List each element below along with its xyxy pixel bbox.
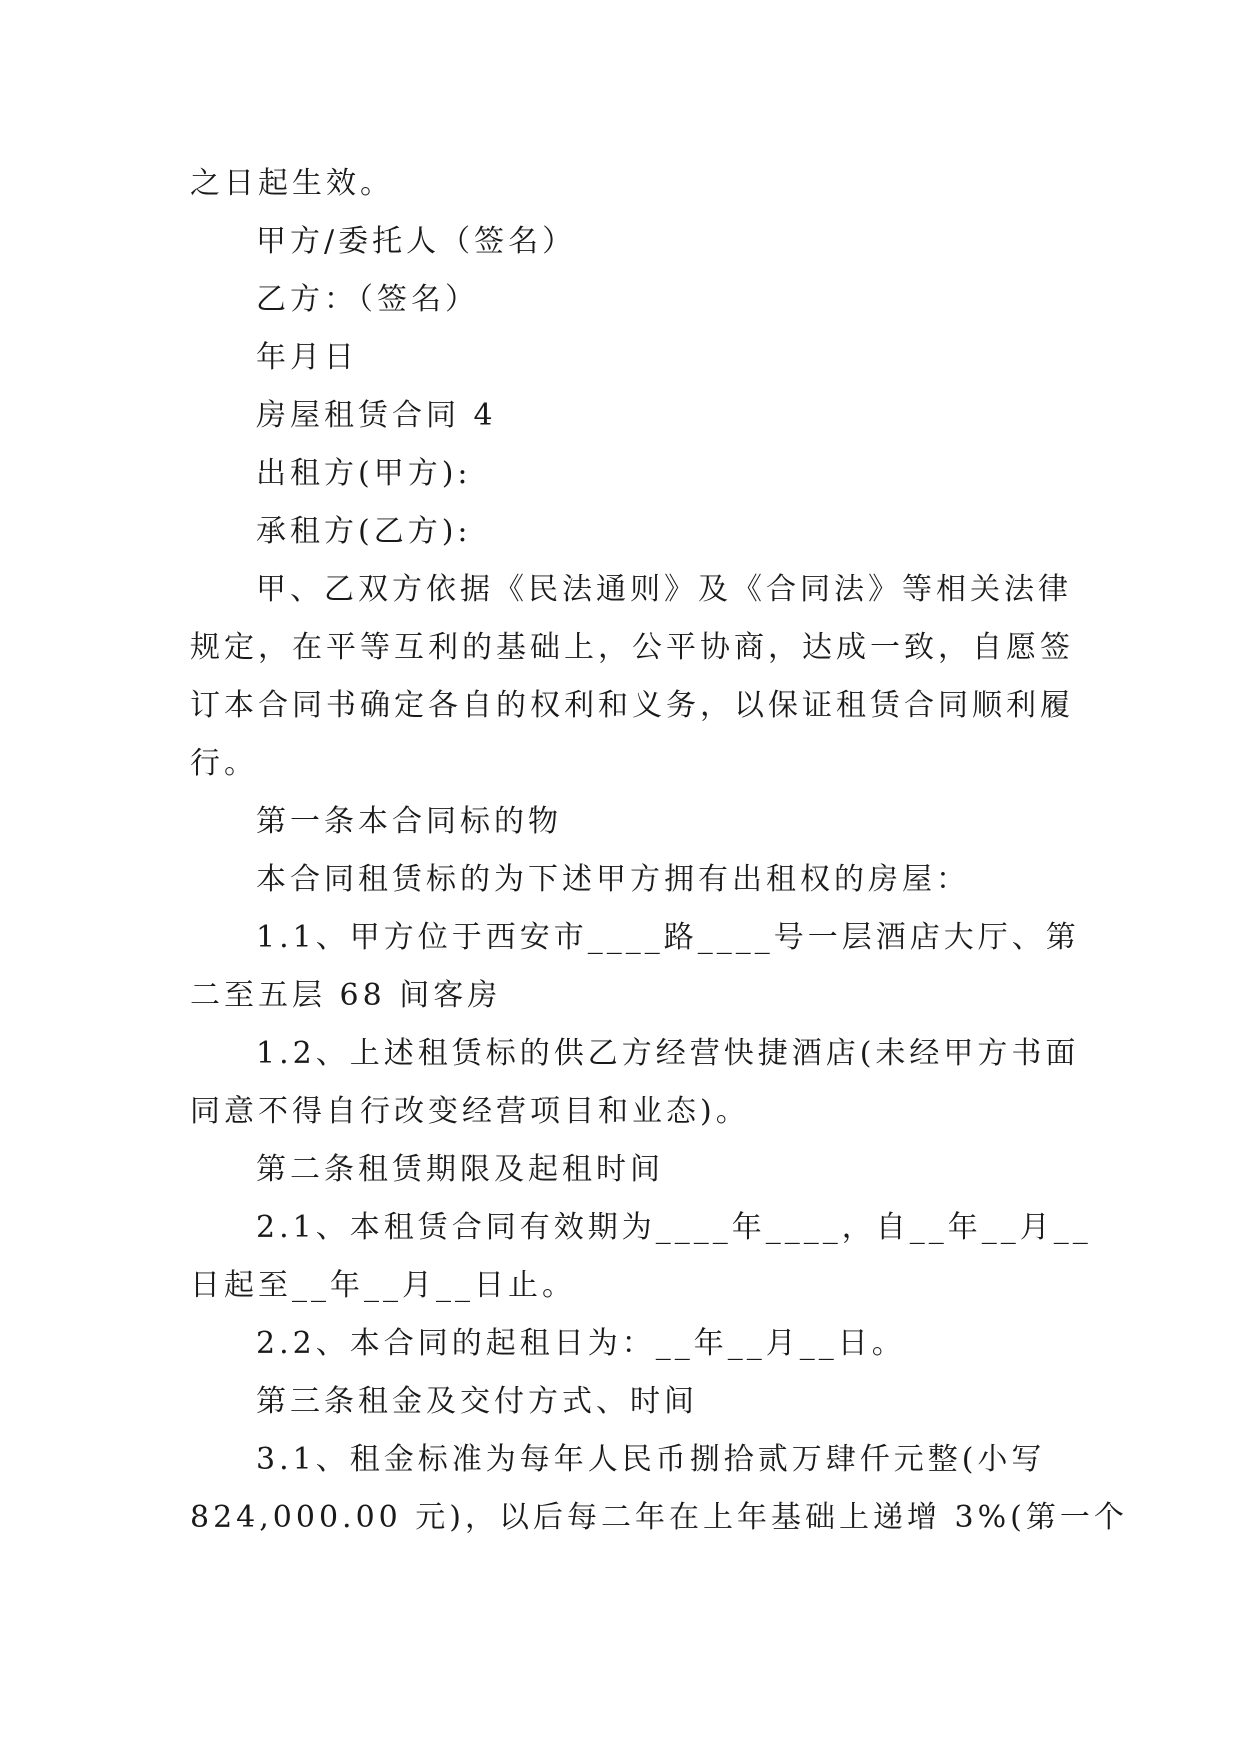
text-line: 承租方(乙方): bbox=[256, 514, 472, 549]
text-line: 2.1、本租赁合同有效期为____年____，自__年__月__ bbox=[256, 1210, 1092, 1245]
text-line: 甲方/委托人（签名） bbox=[256, 224, 577, 259]
text-line: 日起至__年__月__日止。 bbox=[190, 1268, 576, 1303]
text-line: 行。 bbox=[190, 746, 258, 781]
text-line: 3.1、租金标准为每年人民币捌拾贰万肆仟元整(小写 bbox=[256, 1442, 1046, 1477]
text-line: 之日起生效。 bbox=[190, 166, 394, 201]
clause-heading: 第三条租金及交付方式、时间 bbox=[256, 1384, 698, 1419]
clause-heading: 第二条租赁期限及起租时间 bbox=[256, 1152, 664, 1187]
text-line: 乙方：（签名） bbox=[256, 282, 479, 317]
text-line: 出租方(甲方): bbox=[256, 456, 472, 491]
text-line: 824,000.00 元)，以后每二年在上年基础上递增 3%(第一个 bbox=[190, 1500, 1128, 1535]
text-line: 甲、乙双方依据《民法通则》及《合同法》等相关法律 bbox=[256, 572, 1072, 607]
text-line: 本合同租赁标的为下述甲方拥有出租权的房屋： bbox=[256, 862, 970, 897]
text-line: 年月日 bbox=[256, 340, 358, 375]
text-line: 1.2、上述租赁标的供乙方经营快捷酒店(未经甲方书面 bbox=[256, 1036, 1080, 1071]
clause-heading: 第一条本合同标的物 bbox=[256, 804, 562, 839]
text-line: 订本合同书确定各自的权利和义务，以保证租赁合同顺利履 bbox=[190, 688, 1074, 723]
section-title: 房屋租赁合同 4 bbox=[256, 398, 497, 433]
document-body bbox=[190, 155, 1128, 1547]
text-line: 二至五层 68 间客房 bbox=[190, 978, 502, 1013]
text-line: 规定，在平等互利的基础上，公平协商，达成一致，自愿签 bbox=[190, 630, 1074, 665]
text-line: 同意不得自行改变经营项目和业态)。 bbox=[190, 1094, 750, 1129]
text-line: 2.2、本合同的起租日为：__年__月__日。 bbox=[256, 1326, 906, 1361]
text-line: 1.1、甲方位于西安市____路____号一层酒店大厅、第 bbox=[256, 920, 1080, 955]
